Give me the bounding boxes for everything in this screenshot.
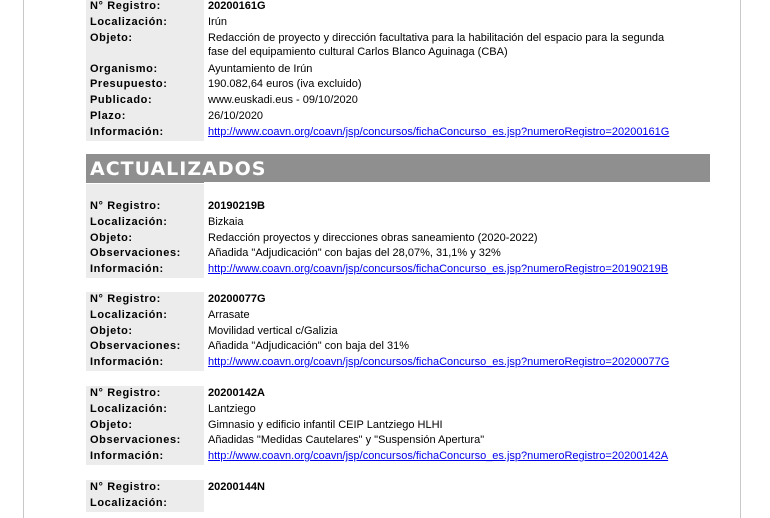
plazo-label: Plazo: [86, 109, 204, 125]
localizacion-label: Localización: [86, 15, 204, 31]
localizacion-value: Bizkaia [208, 216, 244, 228]
informacion-label: Información: [86, 125, 204, 141]
organismo-label: Organismo: [86, 62, 204, 78]
observaciones-value: Añadida "Adjudicación" con bajas del 28,07%, 31,1% y 32% [208, 247, 501, 259]
informacion-link[interactable]: http://www.coavn.org/coavn/jsp/concursos/fichaConcurso_es.jsp?numeroRegistro=20200077G [208, 356, 670, 368]
objeto-label: Objeto: [86, 231, 204, 247]
informacion-link[interactable]: http://www.coavn.org/coavn/jsp/concursos/fichaConcurso_es.jsp?numeroRegistro=20200142A [208, 450, 669, 462]
plazo-value: 26/10/2020 [208, 110, 264, 122]
observaciones-label: Observaciones: [86, 339, 204, 355]
objeto-value: Redacción proyectos y direcciones obras saneamiento (2020-2022) [208, 232, 538, 244]
informacion-label: Información: [86, 262, 204, 278]
observaciones-label: Observaciones: [86, 433, 204, 449]
spacer-label [86, 184, 204, 199]
informacion-label: Información: [86, 449, 204, 465]
objeto-label: Objeto: [86, 324, 204, 340]
organismo-value: Ayuntamiento de Irún [208, 63, 313, 75]
objeto-label: Objeto: [86, 31, 204, 62]
observaciones-value: Añadida "Adjudicación" con baja del 31% [208, 340, 410, 352]
observaciones-value: Añadidas "Medidas Cautelares" y "Suspensión Apertura" [208, 434, 485, 446]
registro-label: N° Registro: [86, 0, 204, 15]
localizacion-label: Localización: [86, 308, 204, 324]
registro-value: 20200144N [208, 481, 265, 493]
registro-value: 20200161G [208, 0, 266, 12]
observaciones-label: Observaciones: [86, 246, 204, 262]
objeto-value: Redacción de proyecto y dirección facultativa para la habilitación del espacio para la segunda fase del equipamiento cultural Carlos Blanco Aguinaga (CBA) [208, 32, 665, 58]
registro-label: N° Registro: [86, 386, 204, 402]
localizacion-label: Localización: [86, 402, 204, 418]
registro-value: 20200142A [208, 387, 265, 399]
registro-label: N° Registro: [86, 199, 204, 215]
section-header-actualizados [86, 154, 710, 183]
registro-value: 20200077G [208, 293, 266, 305]
presupuesto-value: 190.082,64 euros (iva excluido) [208, 78, 362, 90]
registro-label: N° Registro: [86, 480, 204, 496]
publicado-value: www.euskadi.eus - 09/10/2020 [208, 94, 358, 106]
localizacion-label: Localización: [86, 496, 204, 512]
objeto-value: Movilidad vertical c/Galizia [208, 325, 338, 337]
informacion-link[interactable]: http://www.coavn.org/coavn/jsp/concursos/fichaConcurso_es.jsp?numeroRegistro=20190219B [208, 263, 669, 275]
objeto-value: Gimnasio y edificio infantil CEIP Lantziego HLHI [208, 419, 443, 431]
informacion-label: Información: [86, 355, 204, 371]
registro-value: 20190219B [208, 200, 265, 212]
objeto-label: Objeto: [86, 418, 204, 434]
localizacion-value: Irún [208, 16, 227, 28]
localizacion-value: Lantziego [208, 403, 256, 415]
presupuesto-label: Presupuesto: [86, 77, 204, 93]
publicado-label: Publicado: [86, 93, 204, 109]
localizacion-label: Localización: [86, 215, 204, 231]
informacion-link[interactable]: http://www.coavn.org/coavn/jsp/concursos/fichaConcurso_es.jsp?numeroRegistro=20200161G [208, 126, 670, 138]
registro-label: N° Registro: [86, 292, 204, 308]
section-divider [204, 182, 710, 183]
section-title: ACTUALIZADOS [90, 158, 267, 180]
localizacion-value: Arrasate [208, 309, 250, 321]
